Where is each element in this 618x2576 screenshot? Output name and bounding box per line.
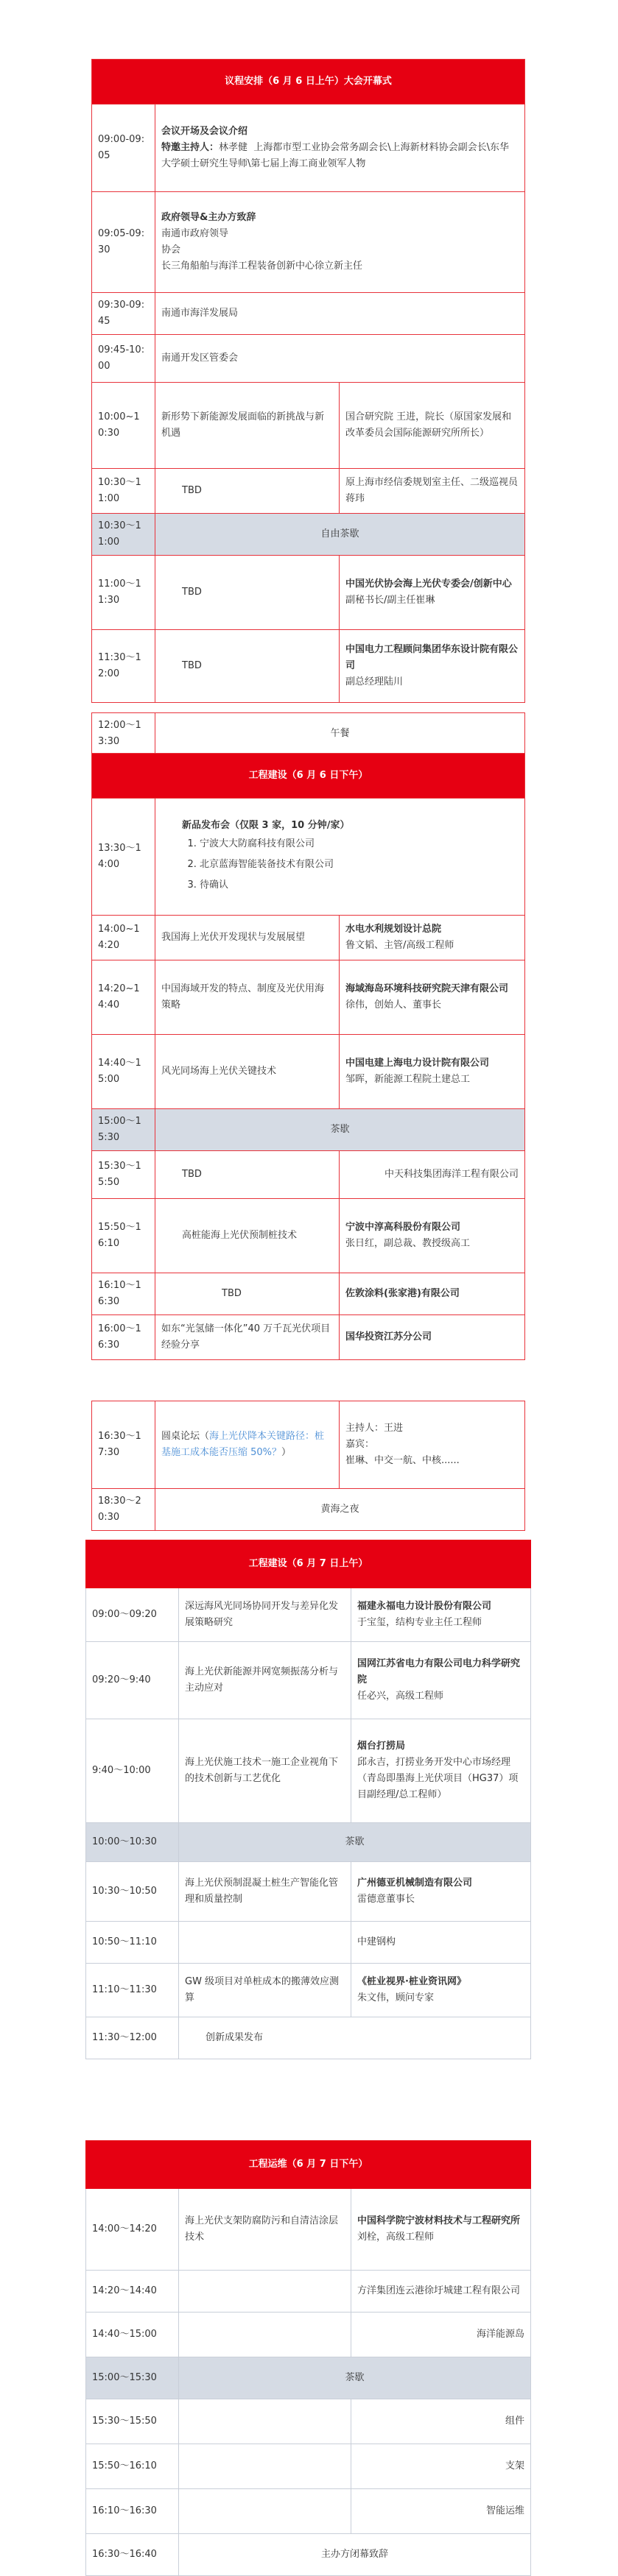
dinner-cell: 黄海之夜 xyxy=(155,1489,525,1531)
agenda-table-day1-afternoon xyxy=(91,753,525,1360)
launch-cell xyxy=(155,799,525,916)
speaker-person: 刘栓，高级工程师 xyxy=(357,2232,435,2243)
speaker-cell xyxy=(340,630,525,703)
time-cell: 13:30～14:00 xyxy=(92,799,155,916)
speaker-cell xyxy=(351,2189,531,2271)
time-cell: 14:20～14:40 xyxy=(86,2271,179,2313)
speaker-cell xyxy=(351,1862,531,1922)
session-title: 政府领导&主办方致辞 xyxy=(161,212,256,223)
topic-cell: TBD xyxy=(155,630,340,703)
agenda-table-day2-morning xyxy=(85,1540,531,2059)
speaker-cell xyxy=(340,1035,525,1109)
topic-cell: 我国海上光伏开发现状与发展展望 xyxy=(155,916,340,960)
topic-cell: 如东“光氢储一体化”40 万千瓦光伏项目经验分享 xyxy=(155,1315,340,1360)
speaker-cell: 中建钢构 xyxy=(351,1922,531,1964)
section-title: 议程安排（6 月 6 日上午）大会开幕式 xyxy=(92,60,525,105)
time-cell: 09:00～09:20 xyxy=(86,1588,179,1642)
session-title: 会议开场及会议介绍 xyxy=(161,126,248,137)
speaker: 长三角船舶与海洋工程装备创新中心徐立新主任 xyxy=(161,261,363,272)
topic-cell: TBD xyxy=(155,469,340,514)
speaker-person: 于宝玺，结构专业主任工程师 xyxy=(357,1617,482,1628)
time-cell: 14:40～15:00 xyxy=(86,2313,179,2357)
time-cell: 15:00～15:30 xyxy=(92,1109,155,1151)
forum-topic: 海上光伏降本关键路径：桩基施工成本能否压缩 50%？ xyxy=(161,1431,325,1458)
topic-cell: 高桩能海上光伏预制桩技术 xyxy=(155,1199,340,1273)
time-cell: 10:30～10:50 xyxy=(86,1862,179,1922)
time-cell: 11:30～12:00 xyxy=(86,2017,179,2059)
speaker-org: 广州德亚机械制造有限公司 xyxy=(357,1878,473,1889)
time-cell: 15:30～15:50 xyxy=(92,1151,155,1199)
time-cell: 15:00～15:30 xyxy=(86,2357,179,2399)
lunch-cell: 午餐 xyxy=(155,713,525,755)
time-cell: 15:50～16:10 xyxy=(92,1199,155,1273)
topic-cell: 中国海域开发的特点、制度及光伏用海策略 xyxy=(155,960,340,1035)
speaker-cell xyxy=(351,1642,531,1719)
topic-cell: 深远海风光同场协同开发与差异化发展策略研究 xyxy=(179,1588,351,1642)
speaker-person: 副总经理陆川 xyxy=(345,676,404,687)
speaker-org: 《桩业视界·桩业资讯网》 xyxy=(357,1976,466,1987)
topic-cell: TBD xyxy=(155,1273,340,1315)
list-item: 3. 待确认 xyxy=(200,875,519,896)
speaker-org: 中国电力工程顾问集团华东设计院有限公司 xyxy=(345,644,519,671)
speaker-cell: 支架 xyxy=(351,2444,531,2489)
speaker-person: 朱文伟，顾问专家 xyxy=(357,1992,435,2003)
section-title: 工程建设（6 月 7 日上午） xyxy=(86,1540,531,1588)
speaker-cell xyxy=(340,916,525,960)
time-cell: 09:30-09:45 xyxy=(92,293,155,335)
speaker-person: 邱永吉，打捞业务开发中心市场经理（青岛即墨海上光伏项目（HG37）项目副经理/总工程师） xyxy=(357,1757,519,1800)
topic-cell: TBD xyxy=(155,1151,340,1199)
topic-cell xyxy=(179,2313,351,2357)
topic-cell: GW 级项目对单桩成本的搬薄效应测算 xyxy=(179,1964,351,2017)
section-title: 工程运维（6 月 7 日下午） xyxy=(86,2141,531,2189)
time-cell: 14:00~14:20 xyxy=(92,916,155,960)
launch-list xyxy=(182,834,519,896)
agenda-table-day1-morning xyxy=(91,59,525,703)
time-cell: 10:00～10:30 xyxy=(86,1823,179,1862)
time-cell: 12:00～13:30 xyxy=(92,713,155,755)
speaker-person: 邹晖，新能源工程院土建总工 xyxy=(345,1074,471,1085)
time-cell: 16:00～16:30 xyxy=(92,1315,155,1360)
speaker-cell: 原上海市经信委规划室主任、二级巡视员蒋玮 xyxy=(340,469,525,514)
time-cell: 11:00～11:30 xyxy=(92,556,155,630)
list-item: 1. 宁波大大防腐科技有限公司 xyxy=(200,834,519,854)
forum-host: 主持人：王进 xyxy=(345,1423,404,1434)
topic-cell: 创新成果发布 xyxy=(179,2017,531,2059)
break-cell: 茶歇 xyxy=(179,1823,531,1862)
list-item: 2. 北京蓝海智能装备技术有限公司 xyxy=(200,854,519,875)
speaker-cell: 海洋能源岛 xyxy=(351,2313,531,2357)
time-cell: 09:45-10:00 xyxy=(92,335,155,383)
closing-cell: 主办方闭幕致辞 xyxy=(179,2534,531,2576)
speaker: 协会 xyxy=(161,244,181,255)
time-cell: 15:50～16:10 xyxy=(86,2444,179,2489)
time-cell: 10:30～11:00 xyxy=(92,514,155,556)
break-cell: 自由茶歇 xyxy=(155,514,525,556)
forum-title: 圆桌论坛（ xyxy=(161,1431,210,1442)
time-cell: 11:30～12:00 xyxy=(92,630,155,703)
launch-title: 新品发布会（仅限 3 家，10 分钟/家） xyxy=(182,820,350,831)
speaker-person: 张日红，副总裁、教授级高工 xyxy=(345,1238,471,1249)
session-cell xyxy=(155,192,525,293)
forum-table xyxy=(91,1401,525,1531)
time-cell: 11:10～11:30 xyxy=(86,1964,179,2017)
break-cell: 茶歇 xyxy=(179,2357,531,2399)
speaker: 南通市海洋发展局 xyxy=(155,293,525,335)
time-cell: 14:40～15:00 xyxy=(92,1035,155,1109)
speaker-org: 福建永福电力设计股份有限公司 xyxy=(357,1601,492,1612)
speaker-person: 雷德意董事长 xyxy=(357,1894,415,1905)
topic-cell xyxy=(179,1922,351,1964)
host-desc: 上海都市型工业协会常务副会长\上海新材料协会副会长\东华大学硕士研究生导师\第七届上海工商业领军人物 xyxy=(161,142,510,169)
forum-guests-label: 嘉宾： xyxy=(345,1439,375,1450)
time-cell: 09:00-09:05 xyxy=(92,105,155,192)
section-title: 工程建设（6 月 6 日下午） xyxy=(92,754,525,799)
speaker-cell xyxy=(340,1199,525,1273)
topic-cell: 海上光伏预制混凝土桩生产智能化管理和质量控制 xyxy=(179,1862,351,1922)
agenda-table-day2-afternoon xyxy=(85,2140,531,2576)
time-cell: 09:20～9:40 xyxy=(86,1642,179,1719)
speaker-cell: 国合研究院 王进，院长（原国家发展和改革委员会国际能源研究所所长） xyxy=(340,383,525,469)
speaker-org: 中国光伏协会海上光伏专委会/创新中心 xyxy=(345,578,512,590)
topic-cell xyxy=(179,2271,351,2313)
topic-cell: TBD xyxy=(155,556,340,630)
topic-cell xyxy=(179,2489,351,2534)
time-cell: 14:00～14:20 xyxy=(86,2189,179,2271)
speaker-cell: 国华投资江苏分公司 xyxy=(340,1315,525,1360)
speaker-person: 任必兴，高级工程师 xyxy=(357,1691,444,1702)
speaker: 南通开发区管委会 xyxy=(155,335,525,383)
time-cell: 16:30～17:30 xyxy=(92,1401,155,1489)
speaker-org: 烟台打捞局 xyxy=(357,1741,406,1752)
speaker-cell: 佐敦涂料(张家港)有限公司 xyxy=(340,1273,525,1315)
speaker-org: 宁波中淳高科股份有限公司 xyxy=(345,1222,461,1233)
topic-cell: 风光同场海上光伏关键技术 xyxy=(155,1035,340,1109)
topic-cell: 新形势下新能源发展面临的新挑战与新机遇 xyxy=(155,383,340,469)
host-name: 林孝健 xyxy=(219,142,248,153)
time-cell: 09:05-09:30 xyxy=(92,192,155,293)
speaker-person: 鲁文韬、主管/高级工程师 xyxy=(345,940,454,951)
time-cell: 10:50～11:10 xyxy=(86,1922,179,1964)
forum-participants xyxy=(340,1401,525,1489)
host-label: 特邀主持人： xyxy=(161,142,220,153)
time-cell: 16:10～16:30 xyxy=(86,2489,179,2534)
time-cell: 10:30～11:00 xyxy=(92,469,155,514)
speaker-cell xyxy=(340,556,525,630)
speaker-person: 徐伟，创始人、董事长 xyxy=(345,999,442,1011)
speaker-cell xyxy=(351,1964,531,2017)
time-cell: 15:30～15:50 xyxy=(86,2399,179,2444)
speaker-org: 国网江苏省电力有限公司电力科学研究院 xyxy=(357,1658,521,1685)
forum-cell xyxy=(155,1401,340,1489)
speaker-cell: 方洋集团连云港徐圩城建工程有限公司 xyxy=(351,2271,531,2313)
speaker-org: 中国电建上海电力设计院有限公司 xyxy=(345,1058,490,1069)
forum-guests: 崔琳、中交一航、中核...... xyxy=(345,1455,460,1466)
speaker-cell xyxy=(351,1719,531,1823)
speaker-org: 水电水利规划设计总院 xyxy=(345,924,442,935)
break-cell: 茶歇 xyxy=(155,1109,525,1151)
time-cell: 16:30～16:40 xyxy=(86,2534,179,2576)
topic-cell: 海上光伏新能源并网宽频振荡分析与主动应对 xyxy=(179,1642,351,1719)
speaker-cell: 中天科技集团海洋工程有限公司 xyxy=(340,1151,525,1199)
time-cell: 18:30～20:30 xyxy=(92,1489,155,1531)
speaker-org: 中国科学院宁波材料技术与工程研究所 xyxy=(357,2215,521,2226)
speaker-org: 海域海岛环境科技研究院天津有限公司 xyxy=(345,983,509,994)
time-cell: 16:10～16:30 xyxy=(92,1273,155,1315)
speaker-person: 副秘书长/副主任崔琳 xyxy=(345,595,435,606)
topic-cell: 海上光伏施工技术一施工企业视角下的技术创新与工艺优化 xyxy=(179,1719,351,1823)
time-cell: 9:40～10:00 xyxy=(86,1719,179,1823)
speaker-cell xyxy=(340,960,525,1035)
topic-cell: 海上光伏支架防腐防污和自清洁涂层技术 xyxy=(179,2189,351,2271)
time-cell: 10:00~10:30 xyxy=(92,383,155,469)
time-cell: 14:20~14:40 xyxy=(92,960,155,1035)
speaker: 南通市政府领导 xyxy=(161,228,229,239)
speaker-cell xyxy=(351,1588,531,1642)
topic-cell xyxy=(179,2399,351,2444)
topic-cell xyxy=(179,2444,351,2489)
speaker-cell: 组件 xyxy=(351,2399,531,2444)
lunch-table xyxy=(91,712,525,755)
forum-title-close: ） xyxy=(281,1447,292,1458)
session-cell xyxy=(155,105,525,192)
speaker-cell: 智能运维 xyxy=(351,2489,531,2534)
